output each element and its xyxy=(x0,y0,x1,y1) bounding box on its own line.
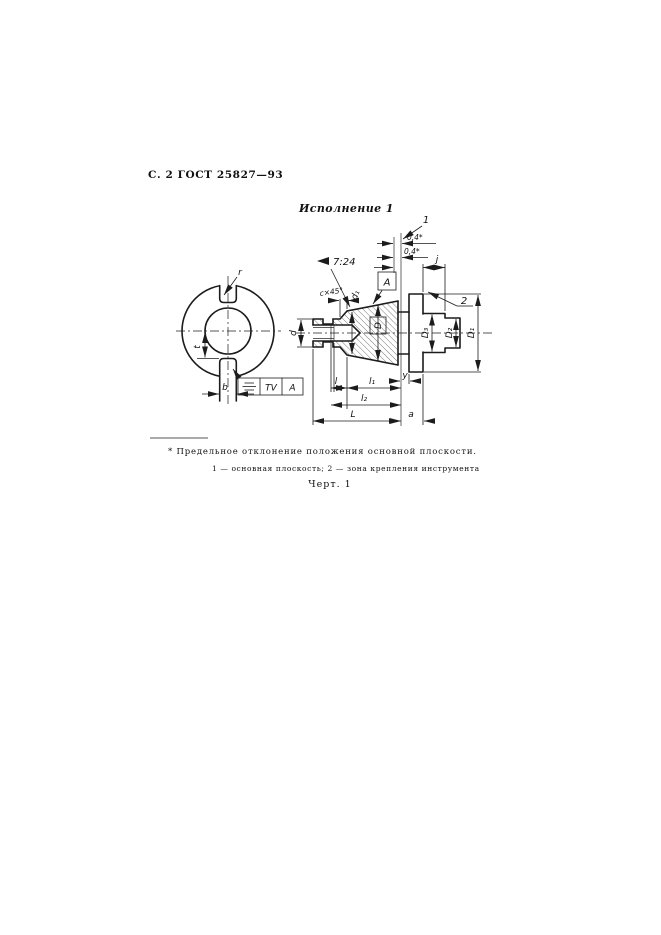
y-label: у xyxy=(402,371,408,381)
a-label: a xyxy=(408,410,414,420)
l2-label: l₂ xyxy=(360,394,368,404)
l1-label: l₁ xyxy=(368,377,376,387)
j-extensions xyxy=(423,264,445,311)
main-view xyxy=(289,215,493,426)
D1-label: D₁ xyxy=(467,327,477,339)
page-header: С. 2 ГОСТ 25827—93 xyxy=(148,169,284,181)
tolerance-value: TV xyxy=(265,383,277,394)
b-label: b xyxy=(222,383,228,393)
footnote-text: * Предельное отклонение положения основной плоскости. xyxy=(168,447,477,457)
callout1-label: 1 xyxy=(422,215,430,226)
tolerance-frame xyxy=(238,378,303,395)
tolerance-datum: A xyxy=(289,383,296,394)
d-label: d xyxy=(289,330,299,336)
D-basic-label: D xyxy=(374,322,384,329)
deviation-top-label: 0,4* xyxy=(407,233,423,242)
d1-label: d₁ xyxy=(349,289,363,302)
callout2-label: 2 xyxy=(460,296,468,307)
left-view xyxy=(176,268,303,405)
figure-variant-title: Исполнение 1 xyxy=(299,202,394,215)
D3-label: D₃ xyxy=(421,327,431,339)
figure-caption: Черт. 1 xyxy=(308,479,352,490)
l-label: l xyxy=(334,377,338,387)
cone-taper-icon xyxy=(317,257,329,265)
taper-ratio-label: 7:24 xyxy=(333,257,356,268)
r-label: r xyxy=(238,268,242,278)
D2-label: D₂ xyxy=(445,327,455,339)
datum-a-leader xyxy=(373,291,382,305)
legend-text: 1 — основная плоскость; 2 — зона крепления инструмента xyxy=(212,464,480,473)
symmetry-icon xyxy=(243,383,257,390)
datum-a-label: A xyxy=(383,277,391,289)
L-label: L xyxy=(350,410,356,420)
deviation-bottom-label: 0,4* xyxy=(404,247,420,256)
j-label: j xyxy=(435,255,439,265)
t-label: t xyxy=(193,345,203,349)
chamfer-label: c×45° xyxy=(319,285,344,298)
